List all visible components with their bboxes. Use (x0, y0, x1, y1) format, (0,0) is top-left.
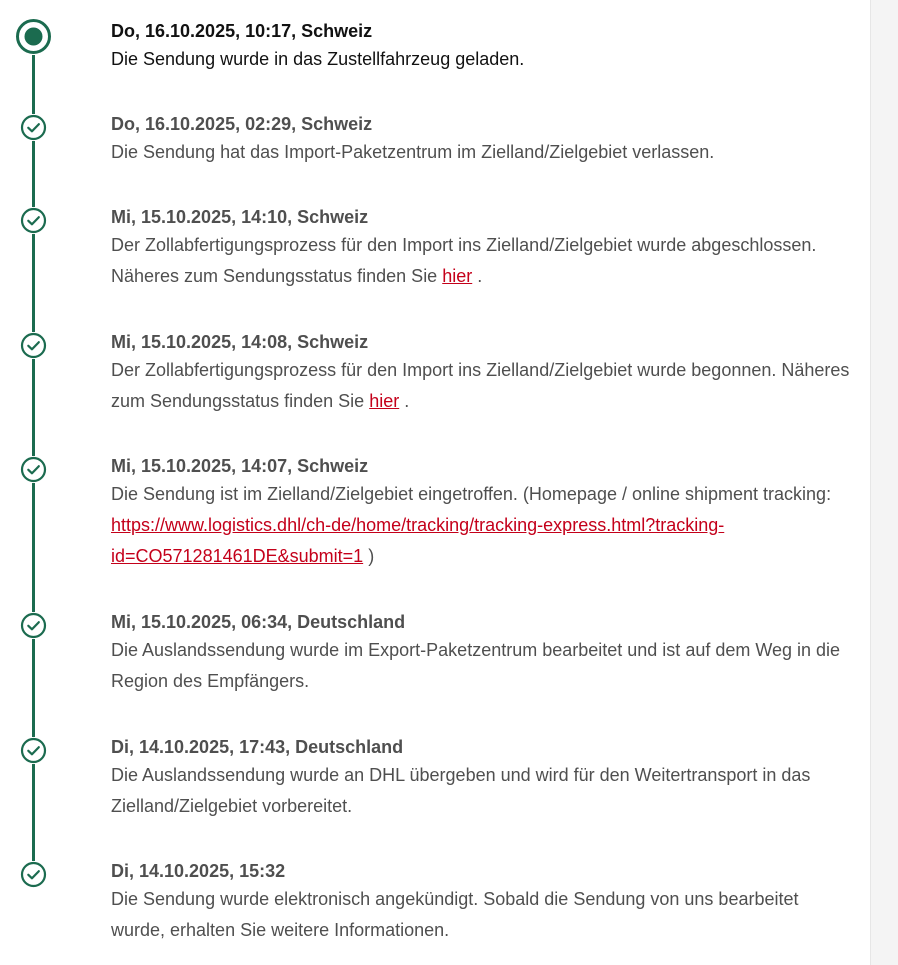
event-text: Der Zollabfertigungsprozess für den Import ins Zielland/Zielgebiet wurde abgeschlossen. Näheres zum Sendungsstatus finden Sie (111, 235, 817, 286)
check-circle-icon (20, 612, 47, 639)
event-datetime: Do, 16.10.2025, 02:29, Schweiz (111, 114, 373, 134)
event-text: Die Sendung ist im Zielland/Zielgebiet eingetroffen. (Homepage / online shipment tracking: (111, 484, 832, 504)
status-details-link[interactable]: hier (369, 391, 400, 411)
timeline-event (111, 19, 856, 75)
event-description: Die Sendung wurde elektronisch angekündigt. Sobald die Sendung von uns bearbeitet wurde, erhalten Sie weitere Informationen. (111, 889, 799, 940)
tracking-url-link[interactable]: https://www.logistics.dhl/ch-de/home/tracking/tracking-express.html?tracking-id=CO571281461DE&submit=1 (111, 515, 725, 566)
check-circle-icon (20, 207, 47, 234)
event-text-end: ) (368, 546, 375, 566)
event-description (111, 479, 856, 572)
event-description: Die Auslandssendung wurde an DHL übergeben und wird für den Weitertransport in das Zielland/Zielgebiet vorbereitet. (111, 765, 811, 816)
timeline-event (111, 112, 856, 168)
check-circle-icon (20, 332, 47, 359)
timeline-event (111, 205, 856, 292)
timeline-event (111, 330, 856, 417)
event-datetime: Di, 14.10.2025, 15:32 (111, 861, 286, 881)
check-circle-icon (20, 456, 47, 483)
event-description (111, 230, 856, 292)
event-description: Die Sendung wurde in das Zustellfahrzeug geladen. (111, 49, 525, 69)
right-scroll-gutter (870, 0, 898, 965)
check-circle-icon (20, 114, 47, 141)
timeline-event (111, 735, 856, 822)
event-datetime: Mi, 15.10.2025, 06:34, Deutschland (111, 612, 406, 632)
event-datetime: Mi, 15.10.2025, 14:08, Schweiz (111, 332, 369, 352)
event-datetime: Di, 14.10.2025, 17:43, Deutschland (111, 737, 404, 757)
event-text: Der Zollabfertigungsprozess für den Import ins Zielland/Zielgebiet wurde begonnen. Näheres zum Sendungsstatus finden Sie (111, 360, 850, 411)
status-details-link[interactable]: hier (442, 266, 473, 286)
event-description (111, 355, 856, 417)
timeline-event (111, 859, 856, 946)
timeline-event (111, 610, 856, 697)
event-datetime: Mi, 15.10.2025, 14:10, Schweiz (111, 207, 369, 227)
event-datetime: Mi, 15.10.2025, 14:07, Schweiz (111, 456, 369, 476)
timeline-event (111, 454, 856, 572)
event-description: Die Sendung hat das Import-Paketzentrum im Zielland/Zielgebiet verlassen. (111, 142, 715, 162)
event-text-end: . (404, 391, 410, 411)
current-status-dot-icon (15, 18, 52, 55)
check-circle-icon (20, 861, 47, 888)
check-circle-icon (20, 737, 47, 764)
event-text-end: . (477, 266, 483, 286)
event-description: Die Auslandssendung wurde im Export-Paketzentrum bearbeitet und ist auf dem Weg in die Region des Empfängers. (111, 640, 841, 691)
event-datetime: Do, 16.10.2025, 10:17, Schweiz (111, 21, 373, 41)
